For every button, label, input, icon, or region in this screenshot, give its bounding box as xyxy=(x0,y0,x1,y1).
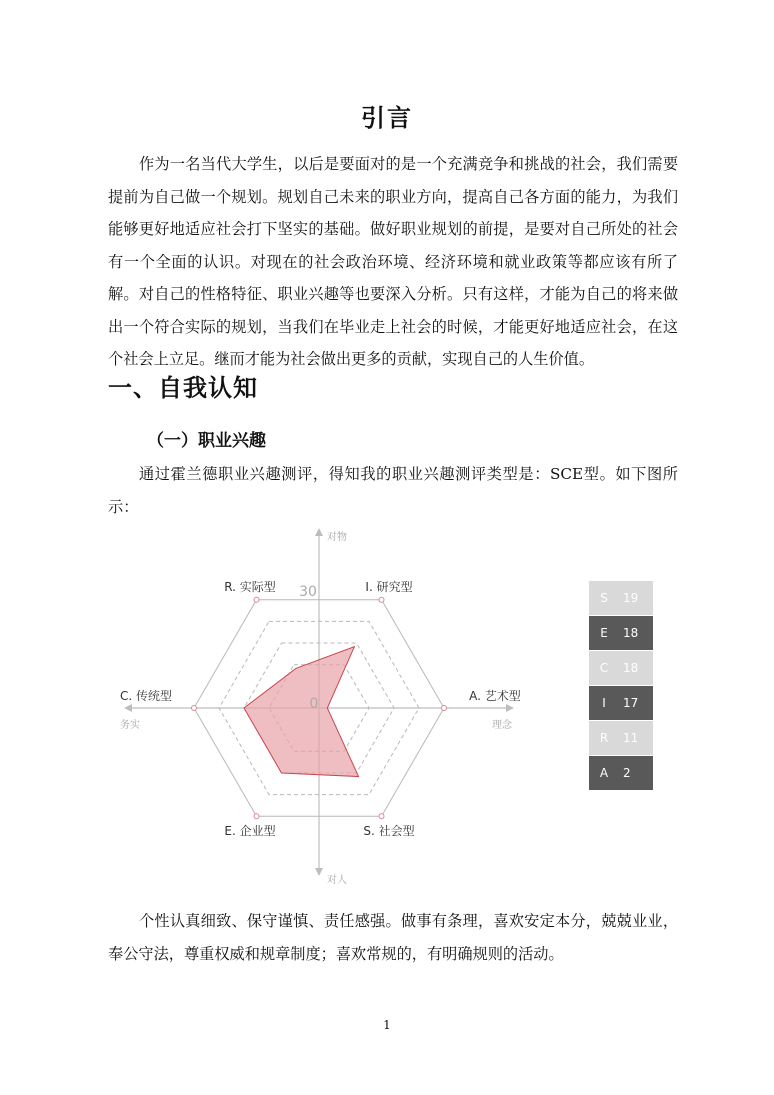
score-value: 11 xyxy=(623,731,639,745)
score-area xyxy=(244,647,359,777)
axis-arrow-top xyxy=(315,528,323,536)
axis-label-bottom: 对人 xyxy=(327,875,347,886)
score-row-E xyxy=(589,616,653,651)
page-number: 1 xyxy=(383,1018,391,1032)
personality-paragraph: 个性认真细致、保守谨慎、责任感强。做事有条理，喜欢安定本分，兢兢业业，奉公守法，尊重权威和规章制度；喜欢常规的，有明确规则的活动。 xyxy=(108,912,678,963)
score-key: R xyxy=(599,731,609,745)
vertex-dot-R xyxy=(254,597,259,602)
vertex-dot-E xyxy=(254,814,259,819)
score-value: 18 xyxy=(623,661,639,675)
axis-label-right: 理念 xyxy=(492,720,512,731)
subsection-heading: （一）职业兴趣 xyxy=(147,431,266,451)
axis-arrow-bottom xyxy=(315,868,323,876)
score-key: A xyxy=(599,766,609,780)
axis-label-left: 务实 xyxy=(120,720,140,731)
scale-min-label: 0 xyxy=(309,696,319,712)
axis-arrow-left xyxy=(124,704,132,712)
score-value: 17 xyxy=(623,696,639,710)
dimension-label-E: E. 企业型 xyxy=(224,824,276,838)
axis-label-top: 对物 xyxy=(327,532,347,543)
score-key: C xyxy=(599,661,609,675)
holland-radar-chart xyxy=(100,522,540,887)
score-key: I xyxy=(602,696,606,710)
score-row-R xyxy=(589,721,653,756)
vertex-dot-A xyxy=(442,706,447,711)
score-row-I xyxy=(589,686,653,721)
section-heading: 一、自我认知 xyxy=(108,374,258,402)
score-table xyxy=(589,581,653,791)
dimension-label-A: A. 艺术型 xyxy=(469,689,521,703)
vertex-dot-C xyxy=(192,706,197,711)
dimension-label-I: I. 研究型 xyxy=(365,580,413,594)
score-value: 18 xyxy=(623,626,639,640)
score-value: 2 xyxy=(623,766,631,780)
score-row-S xyxy=(589,581,653,616)
page-title: 引言 xyxy=(361,104,413,132)
vertex-dot-I xyxy=(379,597,384,602)
dimension-label-S: S. 社会型 xyxy=(363,824,415,838)
test-result-paragraph: 通过霍兰德职业兴趣测评，得知我的职业兴趣测评类型是：SCE型。如下图所示： xyxy=(108,465,678,516)
dimension-label-R: R. 实际型 xyxy=(224,580,276,594)
dimension-label-C: C. 传统型 xyxy=(119,689,173,703)
axis-arrow-right xyxy=(506,704,514,712)
intro-paragraph: 作为一名当代大学生，以后是要面对的是一个充满竞争和挑战的社会，我们需要提前为自己做一个规划。规划自己未来的职业方向，提高自己各方面的能力，为我们能够更好地适应社会打下坚实的基础。做好职业规划的前提，是要对自己所处的社会有一个全面的认识。对现在的社会政治环境、经济环境和就业政策等都应该有所了解。对自己的性格特征、职业兴趣等也要深入分析。只有这样，才能为自己的将来做出一个符合实际的规划，当我们在毕业走上社会的时候，才能更好地适应社会，在这个社会上立足。继而才能为社会做出更多的贡献，实现自己的人生价值。 xyxy=(108,155,678,368)
score-key: S xyxy=(600,591,608,605)
vertex-dot-S xyxy=(379,814,384,819)
scale-max-label: 30 xyxy=(299,584,317,600)
score-row-A xyxy=(589,756,653,791)
score-key: E xyxy=(600,626,608,640)
score-value: 19 xyxy=(623,591,639,605)
score-row-C xyxy=(589,651,653,686)
